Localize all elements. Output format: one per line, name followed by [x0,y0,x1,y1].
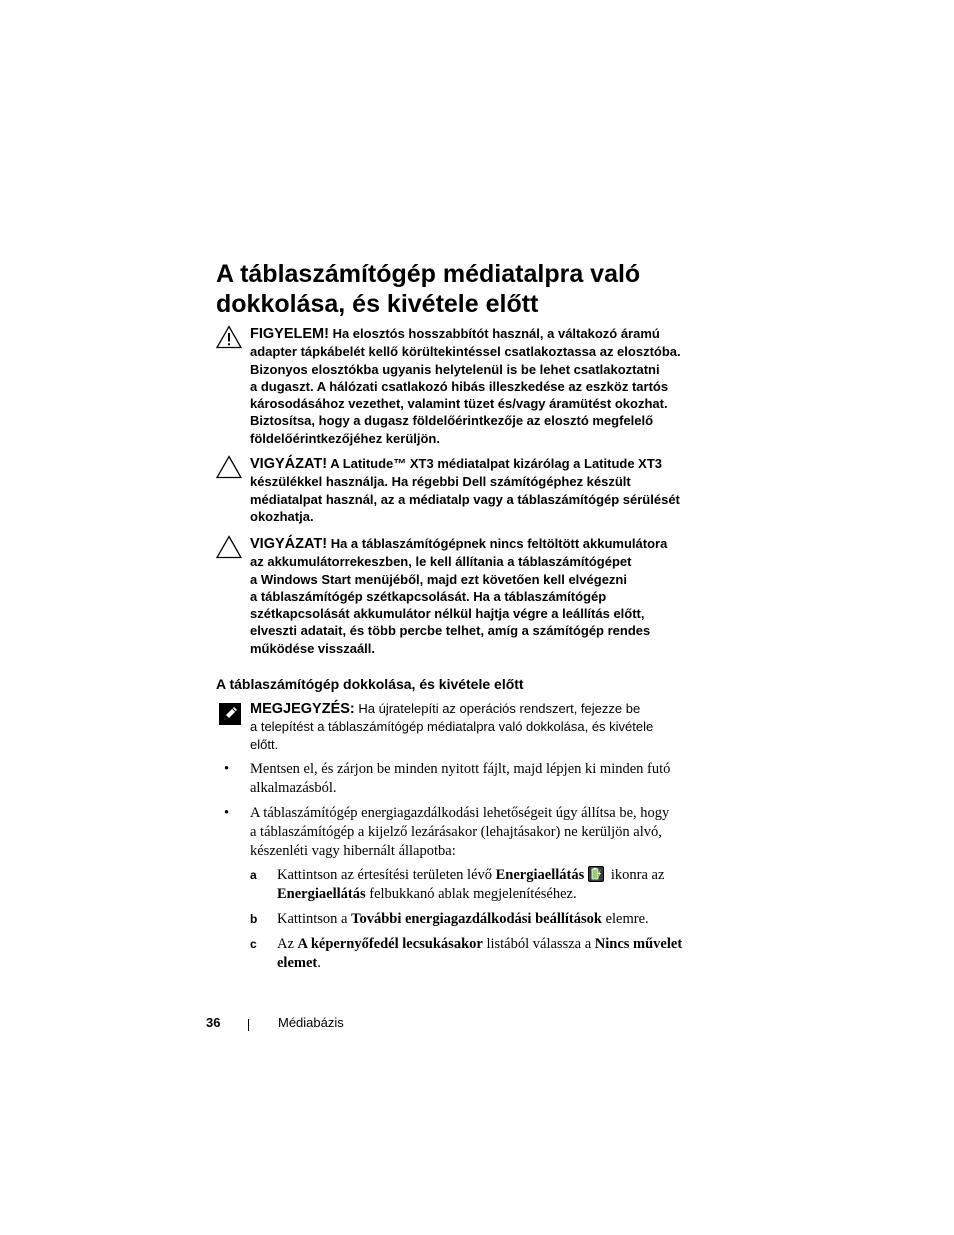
note-line: a telepítést a táblaszámítógép médiatalpra való dokkolása, és kivétele [250,719,654,735]
step-marker: c [250,937,257,951]
caution-2-line: elveszti adatait, és több percbe telhet, amíg a számítógép rendes [250,623,651,639]
power-meter-icon [588,866,604,882]
warning-line: földelőérintkezőjéhez kerüljön. [250,430,440,446]
bullet-list-2 [216,804,716,861]
caution-1-line: készülékkel használja. Ha régebbi Dell számítógéphez készült [250,474,631,490]
caution-notice-1 [216,455,716,525]
step-bold-text: Energiaellátás [495,867,585,883]
caution-1-line: A Latitude™ XT3 médiatalpat kizárólag a Latitude XT3 [330,456,663,471]
caution-1-label: VIGYÁZAT! [250,456,328,472]
bullet-item [216,804,716,861]
note-text [250,700,716,753]
caution-2-line: szétkapcsolását akkumulátor nélkül hajtja végre a leállítás előtt, [250,606,645,622]
caution-2-text [250,535,716,657]
footer-section-name: Médiabázis [278,1015,344,1030]
bullet-line: készenléti vagy hibernált állapotba: [250,843,456,859]
step-text: Az [277,936,298,952]
bullet-line: Mentsen el, és zárjon be minden nyitott fájlt, majd lépjen ki minden futó [250,761,671,777]
caution-1-text [250,455,716,525]
warning-notice [216,325,716,447]
step-list-c [250,935,720,973]
caution-notice-2 [216,535,716,657]
footer-divider [248,1019,249,1031]
warning-line: Ha elosztós hosszabbítót használ, a váltakozó áramú [332,326,660,341]
step-text: ikonra az [607,867,665,883]
step-bold-text: Nincs művelet [594,936,683,952]
step-text: Kattintson az értesítési területen lévő [277,867,496,883]
note-line: Ha újratelepíti az operációs rendszert, fejezze be [358,701,641,716]
caution-2-line: a táblaszámítógép szétkapcsolását. Ha a táblaszámítógép [250,588,607,604]
step-bold-text: További energiagazdálkodási beállítások [351,911,602,927]
step-list-a [250,866,720,904]
caution-triangle-icon [216,535,242,559]
warning-text [250,325,716,447]
warning-line: károsodásához vezethet, valamint tüzet és/vagy áramütést okozhat. [250,396,668,412]
warning-label: FIGYELEM! [250,326,329,342]
warning-line: Biztosítsa, hogy a dugasz földelőérintkezője az elosztó megfelelő [250,413,654,429]
step-text: . [317,955,321,971]
caution-1-line: médiatalpat használ, az a médiatalp vagy a táblaszámítógép sérülését [250,491,680,507]
page-title-line-1: A táblaszámítógép médiatalpra való [216,260,641,288]
caution-triangle-icon [216,455,242,479]
step-text: felbukkanó ablak megjelenítéséhez. [365,886,577,902]
page-title [216,259,736,319]
warning-line: Bizonyos elosztókba ugyanis helytelenül is be lehet csatlakoztatni [250,361,660,377]
step-marker: b [250,912,258,926]
step-list-b [250,910,720,929]
step-marker: a [250,868,257,882]
bullet-line: alkalmazásból. [250,780,337,796]
caution-2-line: működése visszaáll. [250,640,376,656]
page-footer [206,1015,506,1035]
caution-2-label: VIGYÁZAT! [250,536,328,552]
caution-2-line: az akkumulátorrekeszben, le kell állítania a táblaszámítógépet [250,554,632,570]
warning-triangle-icon [216,325,242,349]
step-bold-text: A képernyőfedél lecsukásakor [297,936,483,952]
page-title-line-2: dokkolása, és kivétele előtt [216,290,539,318]
step-item-b [250,910,720,929]
caution-2-line: a Windows Start menüjéből, majd ezt követően kell elvégezni [250,571,627,587]
bullet-line: A táblaszámítógép energiagazdálkodási lehetőségeit úgy állítsa be, hogy [250,805,670,821]
bullet-list-1 [216,760,716,798]
step-item-a [250,866,720,904]
step-bold-text: elemet [277,955,318,971]
section-subheading: A táblaszámítógép dokkolása, és kivétele előtt [216,676,524,692]
note-label: MEGJEGYZÉS: [250,701,355,717]
step-bold-text: Energiaellátás [277,886,366,902]
step-text: listából válassza a [482,936,595,952]
step-item-c [250,935,720,973]
bullet-item [216,760,716,798]
bullet-symbol: • [224,761,230,777]
bullet-symbol: • [224,805,230,821]
bullet-line: a táblaszámítógép a kijelző lezárásakor (lehajtásakor) ne kerüljön alvó, [250,824,662,840]
page-number: 36 [206,1015,221,1030]
step-text: elemre. [601,911,649,927]
warning-line: adapter tápkábelét kellő körültekintéssel csatlakoztassa az elosztóba. [250,344,681,360]
note-pencil-icon [219,703,241,725]
warning-line: a dugaszt. A hálózati csatlakozó hibás illeszkedése az eszköz tartós [250,378,669,394]
step-text: Kattintson a [277,911,352,927]
caution-2-line: Ha a táblaszámítógépnek nincs feltöltött akkumulátora [330,536,668,551]
note-notice [216,700,716,753]
note-line: előtt. [250,736,279,752]
caution-1-line: okozhatja. [250,508,314,524]
